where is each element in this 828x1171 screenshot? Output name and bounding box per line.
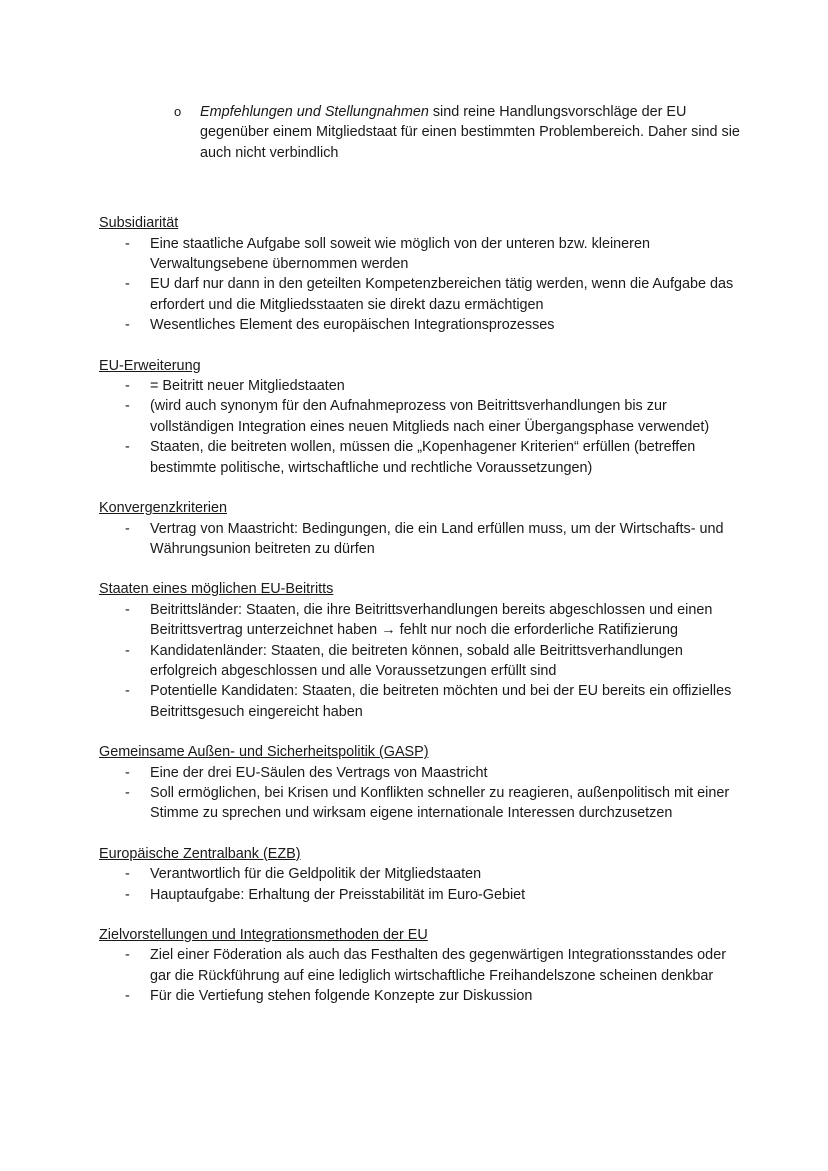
bullet-list — [99, 945, 739, 1006]
list-item: - Vertrag von Maastricht: Bedingungen, die ein Land erfüllen muss, um der Wirtschafts- und Währungsunion beitreten zu dürfen — [125, 520, 724, 557]
section-zielvorstellungen — [99, 925, 739, 1007]
section-heading: Zielvorstellungen und Integrationsmethoden der EU — [99, 927, 428, 943]
section-ezb — [99, 844, 739, 905]
section-heading: Konvergenzkriterien — [99, 500, 227, 517]
bullet-list — [99, 763, 739, 824]
list-item: - Beitrittsländer: Staaten, die ihre Beitrittsverhandlungen bereits abgeschlossen und einen Beitrittsvertrag unterzeichnet haben → fehlt nur noch die erforderliche Ratifizierung — [125, 601, 713, 639]
dash-icon: - — [125, 235, 130, 252]
section-heading: Subsidiarität — [99, 215, 179, 232]
bullet-list — [99, 864, 739, 905]
section-eu-erweiterung — [99, 356, 739, 478]
section-beitrittsstaaten — [99, 579, 739, 722]
dash-icon: - — [125, 988, 130, 1005]
list-item: - Eine der drei EU-Säulen des Vertrags von Maastricht — [99, 763, 739, 783]
dash-icon: - — [125, 378, 130, 395]
dash-icon: - — [125, 947, 130, 964]
list-item: - Eine staatliche Aufgabe soll soweit wie möglich von der unteren bzw. kleineren Verwaltungsebene übernommen werden — [125, 235, 650, 273]
section-heading: Staaten eines möglichen EU-Beitritts — [99, 581, 334, 598]
section-konvergenzkriterien — [99, 498, 739, 559]
bullet-list — [99, 376, 739, 478]
list-item: - Wesentliches Element des europäischen Integrationsprozesses — [99, 315, 739, 335]
list-item: - EU darf nur dann in den geteilten Kompetenzbereichen tätig werden, wenn die Aufgabe das erfordert und die Mitgliedsstaaten sie direkt dazu ermächtigen — [125, 276, 734, 313]
dash-icon: - — [125, 317, 130, 334]
bullet-list — [99, 519, 739, 560]
intro-bullet — [174, 102, 745, 163]
dash-icon: - — [125, 276, 130, 293]
list-item: - = Beitritt neuer Mitgliedstaaten — [99, 376, 739, 396]
arrow-right-icon: → — [381, 622, 396, 639]
list-item: - Für die Vertiefung stehen folgende Konzepte zur Diskussion — [99, 986, 739, 1006]
list-item: - Staaten, die beitreten wollen, müssen die „Kopenhagener Kriterien“ erfüllen (betreffen bestimmte politische, wirtschaftliche und rechtliche Voraussetzungen) — [125, 439, 696, 476]
dash-icon: - — [125, 886, 130, 903]
list-item: - Kandidatenländer: Staaten, die beitreten können, sobald alle Beitrittsverhandlungen erfolgreich abgeschlossen und alle Voraussetzungen erfüllt sind — [125, 642, 683, 679]
section-heading: Gemeinsame Außen- und Sicherheitspolitik (GASP) — [99, 744, 429, 761]
list-item: - Verantwortlich für die Geldpolitik der Mitgliedstaaten — [99, 864, 739, 884]
intro-text: sind reine Handlungsvorschläge der EU gegenüber einem Mitgliedstaat für einen bestimmten Problembereich. Daher sind sie auch nicht verbindlich — [200, 104, 740, 161]
bullet-list — [99, 600, 739, 722]
dash-icon: - — [125, 520, 130, 537]
dash-icon: - — [125, 683, 130, 700]
dash-icon: - — [125, 784, 130, 801]
dash-icon: - — [125, 601, 130, 618]
list-item: - Ziel einer Föderation als auch das Festhalten des gegenwärtigen Integrationsstandes oder gar die Rückführung auf eine lediglich wirtschaftliche Freihandelszone scheinen denkbar — [125, 947, 726, 984]
bullet-list — [99, 234, 739, 336]
dash-icon: - — [125, 866, 130, 883]
section-heading: Europäische Zentralbank (EZB) — [99, 845, 301, 862]
list-item: - Hauptaufgabe: Erhaltung der Preisstabilität im Euro-Gebiet — [99, 885, 739, 905]
section-subsidiaritaet — [99, 213, 739, 335]
section-gasp — [99, 742, 739, 824]
dash-icon: - — [125, 764, 130, 781]
section-heading: EU-Erweiterung — [99, 357, 201, 374]
list-item: - (wird auch synonym für den Aufnahmeprozess von Beitrittsverhandlungen bis zur vollständigen Integration eines neuen Mitglieds nach einer Übergangsphase verwendet) — [125, 398, 710, 435]
dash-icon: - — [125, 398, 130, 415]
circle-bullet-icon: o — [174, 104, 182, 119]
intro-lead: Empfehlungen und Stellungnahmen — [200, 104, 429, 120]
dash-icon: - — [125, 642, 130, 659]
dash-icon: - — [125, 439, 130, 456]
list-item: - Soll ermöglichen, bei Krisen und Konflikten schneller zu reagieren, außenpolitisch mit einer Stimme zu sprechen und wirksam eigene internationale Interessen durchzusetzen — [125, 784, 730, 822]
list-item: - Potentielle Kandidaten: Staaten, die beitreten möchten und bei der EU bereits ein offizielles Beitrittsgesuch eingereicht haben — [125, 683, 732, 720]
